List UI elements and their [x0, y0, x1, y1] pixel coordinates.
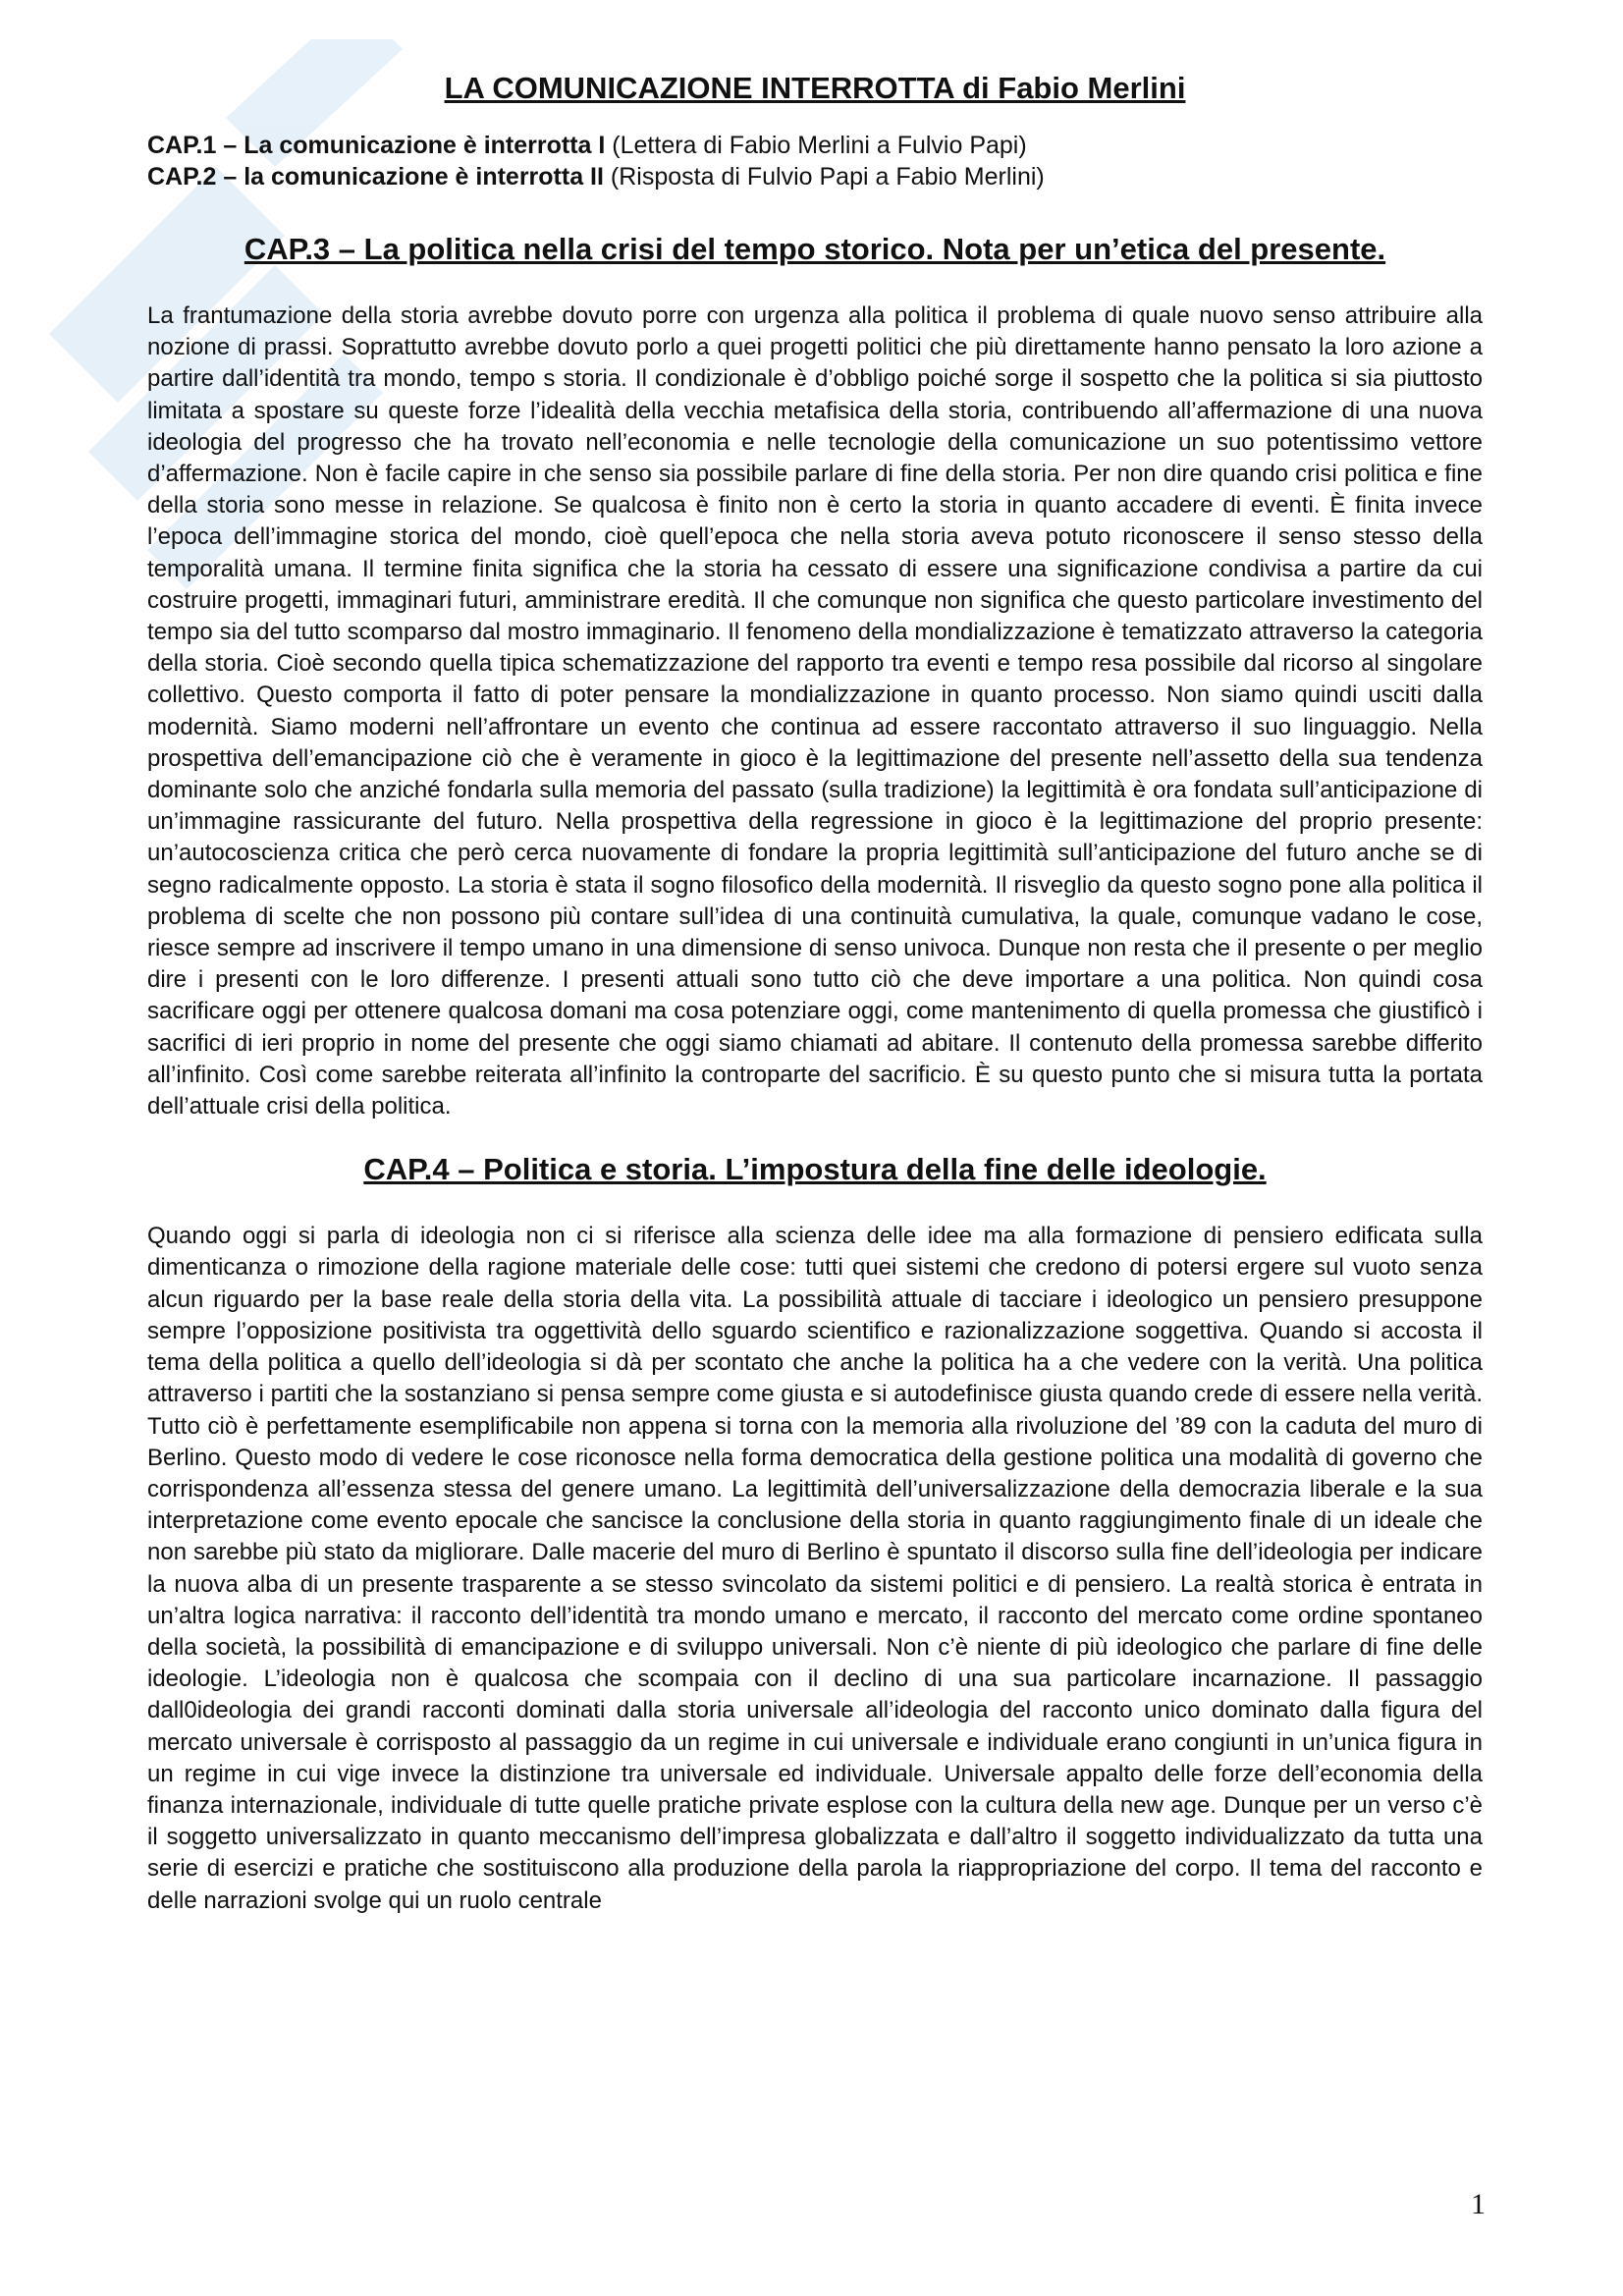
chapter-2-line: [147, 161, 1483, 192]
chapter-4-text: Quando oggi si parla di ideologia non ci si riferisce alla scienza delle idee ma alla formazione di pensiero edificata sulla dimenticanza o rimozione della ragione materiale delle cose: tutti quei sistemi che credono di potersi ergere sul vuoto senza alcun riguardo per la base reale della storia della vita. La possibilità attuale di tacciare i ideologico un pensiero presuppone sempre l’opposizione positivista tra oggettività dello sguardo scientifico e razionalizzazione soggettiva. Quando si accosta il tema della politica a quello dell’ideologia si dà per scontato che anche la politica ha a che vedere con la verità. Una politica attraverso i partiti che la sostanziano si pensa sempre come giusta e si autodefinisce giusta quando crede di essere nella verità. Tutto ciò è perfettamente esemplificabile non appena si torna con la memoria alla rivoluzione del ’89 con la caduta del muro di Berlino. Questo modo di vedere le cose riconosce nella forma democratica della gestione politica una modalità di governo che corrispondenza all’essenza stessa del genere umano. La legittimità dell’universalizzazione della democrazia liberale e la sua interpretazione come evento epocale che sancisce la conclusione della storia in quanto raggiungimento finale di un ideale che non sarebbe più stato da migliorare. Dalle macerie del muro di Berlino è spuntato il discorso sulla fine dell’ideologia per indicare la nuova alba di un presente trasparente a se stesso svincolato da sistemi politici e di pensiero. La realtà storica è entrata in un’altra logica narrativa: il racconto dell’identità tra mondo umano e mercato, il racconto del mercato come ordine spontaneo della società, la possibilità di emancipazione e di sviluppo universali. Non c’è niente di più ideologico che parlare di fine delle ideologie. L’ideologia non è qualcosa che scompaia con il declino di una sua particolare incarnazione. Il passaggio dall0ideologia dei grandi racconti dominati dalla storia universale all’ideologia del racconto unico dominato dalla figura del mercato universale è corrisposto al passaggio da un regime in cui universale e individuale erano congiunti in un’unica figura in un regime in cui vige invece la distinzione tra universale ed individuale. Universale appalto delle forze dell’economia della finanza internazionale, individuale di tutte quelle pratiche private esplose con la cultura della new age. Dunque per un verso c’è il soggetto universalizzato in quanto meccanismo dell’impresa globalizzata e dall’altro il soggetto individualizzato da tutta una serie di esercizi e pratiche che sostituiscono alla produzione della parola la riappropriazione del corpo. Il tema del racconto e delle narrazioni svolge qui un ruolo centrale: [147, 1223, 1483, 1914]
chapter-1-title: CAP.1 – La comunicazione è interrotta I: [147, 132, 606, 159]
chapter-2-title: CAP.2 – la comunicazione è interrotta II: [147, 163, 604, 191]
chapter-1-line: [147, 130, 1483, 161]
document-title: LA COMUNICAZIONE INTERROTTA di Fabio Merlini: [444, 71, 1186, 105]
chapter-4-heading: CAP.4 – Politica e storia. L’impostura della fine delle ideologie.: [363, 1152, 1267, 1187]
document-page: [147, 69, 1483, 1917]
chapter-3-text: La frantumazione della storia avrebbe dovuto porre con urgenza alla politica il problema di quale nuovo senso attribuire alla nozione di prassi. Soprattutto avrebbe dovuto porlo a quei progetti politici che più direttamente hanno pensato la loro azione a partire dall’identità tra mondo, tempo s storia. Il condizionale è d’obbligo poiché sorge il sospetto che la politica si sia piuttosto limitata a spostare su queste forze l’idealità della vecchia metafisica della storia, contribuendo all’affermazione di una nuova ideologia del progresso che ha trovato nell’economia e nelle tecnologie della comunicazione un suo potentissimo vettore d’affermazione. Non è facile capire in che senso sia possibile parlare di fine della storia. Per non dire quando crisi politica e fine della storia sono messe in relazione. Se qualcosa è finito non è certo la storia in quanto accadere di eventi. È finita invece l’epoca dell’immagine storica del mondo, cioè quell’epoca che nella storia aveva potuto riconoscere il senso stesso della temporalità umana. Il termine finita significa che la storia ha cessato di essere una significazione condivisa a partire da cui costruire progetti, immaginari futuri, amministrare eredità. Il che comunque non significa che questo particolare investimento del tempo sia del tutto scomparso dal mostro immaginario. Il fenomeno della mondializzazione è tematizzato attraverso la categoria della storia. Cioè secondo quella tipica schematizzazione del rapporto tra eventi e tempo resa possibile dal ricorso al singolare collettivo. Questo comporta il fatto di poter pensare la mondializzazione in quanto processo. Non siamo quindi usciti dalla modernità. Siamo moderni nell’affrontare un evento che continua ad essere raccontato attraverso il suo linguaggio. Nella prospettiva dell’emancipazione ciò che è veramente in gioco è la legittimazione del presente nell’assetto della sua tendenza dominante solo che anziché fondarla sulla memoria del passato (sulla tradizione) la legittimità è ora fondata sull’anticipazione di un’immagine rassicurante del futuro. Nella prospettiva della regressione in gioco è la legittimazione del proprio presente: un’autocoscienza critica che però cerca nuovamente di fondare la propria legittimità sull’anticipazione del futuro anche se di segno radicalmente opposto. La storia è stata il sogno filosofico della modernità. Il risveglio da questo sogno pone alla politica il problema di scelte che non possono più contare sull’idea di una continuità cumulativa, la quale, comunque vadano le cose, riesce sempre ad inscrivere il tempo umano in una dimensione di senso univoca. Dunque non resta che il presente o per meglio dire i presenti con le loro differenze. I presenti attuali sono tutto ciò che deve importare a una politica. Non quindi cosa sacrificare oggi per ottenere qualcosa domani ma cosa potenziare oggi, come mantenimento di quella promessa che giustificò i sacrifici di ieri proprio in nome del presente che oggi siamo chiamati ad abitare. Il contenuto della promessa sarebbe differito all’infinito. Così come sarebbe reiterata all’infinito la controparte del sacrificio. È su questo punto che si misura tutta la portata dell’attuale crisi della politica.: [147, 302, 1483, 1121]
page-number: 1: [1471, 2188, 1486, 2220]
chapter-1-note: (Lettera di Fabio Merlini a Fulvio Papi): [605, 132, 1027, 159]
chapter-2-note: (Risposta di Fulvio Papi a Fabio Merlini): [603, 163, 1045, 191]
chapter-3-heading: CAP.3 – La politica nella crisi del tempo storico. Nota per un’etica del presente.: [243, 232, 1386, 266]
